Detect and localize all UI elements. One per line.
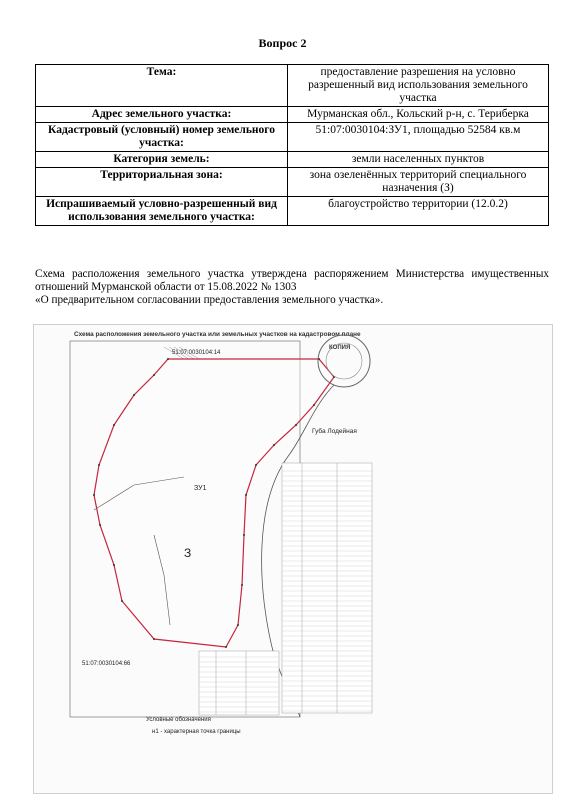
cadastral-scheme-image — [33, 324, 553, 794]
approval-paragraph — [35, 268, 549, 307]
info-row-label: Тема: — [36, 65, 288, 107]
approval-paragraph-last: «О предварительном согласовании предоставления земельного участка». — [35, 294, 384, 306]
info-row-value: 51:07:0030104:ЗУ1, площадью 52584 кв.м — [288, 123, 549, 152]
info-row — [36, 197, 549, 226]
zone-label: З — [184, 546, 192, 560]
parcel-bottom-label: 51:07:0030104:66 — [82, 661, 131, 667]
info-row-label: Испрашиваемый условно-разрешенный вид использования земельного участка: — [36, 197, 288, 226]
parcel-top-label: 51:07:0030104:14 — [172, 350, 221, 356]
info-row-label: Кадастровый (условный) номер земельного участка: — [36, 123, 288, 152]
info-row-value: зона озеленённых территорий специального назначения (З) — [288, 168, 549, 197]
coordinates-table-lower — [199, 651, 279, 715]
legend-item: н1 - характерная точка границы — [152, 729, 241, 735]
bay-label: Губа Лодейная — [312, 428, 357, 435]
info-row — [36, 123, 549, 152]
info-row-label: Категория земель: — [36, 152, 288, 168]
info-row-value: благоустройство территории (12.0.2) — [288, 197, 549, 226]
plot-label: ЗУ1 — [194, 485, 207, 492]
info-row-label: Территориальная зона: — [36, 168, 288, 197]
info-row-value: Мурманская обл., Кольский р-н, с. Териберка — [288, 107, 549, 123]
approval-paragraph-main: Схема расположения земельного участка утверждена распоряжением Министерства имущественных отношений Мурманской области от 15.08.2022 № 1303 — [35, 268, 549, 293]
info-row — [36, 152, 549, 168]
legend-title: Условные обозначения — [146, 717, 211, 723]
stamp-label: КОПИЯ — [329, 345, 351, 351]
info-table — [35, 64, 549, 226]
info-row — [36, 107, 549, 123]
question-heading: Вопрос 2 — [258, 36, 307, 50]
info-row — [36, 168, 549, 197]
scheme-title: Схема расположения земельного участка или земельных участков на кадастровом плане — [74, 331, 361, 338]
scheme-drawing — [34, 325, 552, 793]
info-row-label: Адрес земельного участка: — [36, 107, 288, 123]
info-row-value: предоставление разрешения на условно разрешенный вид использования земельного участка — [288, 65, 549, 107]
info-row-value: земли населенных пунктов — [288, 152, 549, 168]
info-row — [36, 65, 549, 107]
coordinates-table — [282, 463, 372, 713]
